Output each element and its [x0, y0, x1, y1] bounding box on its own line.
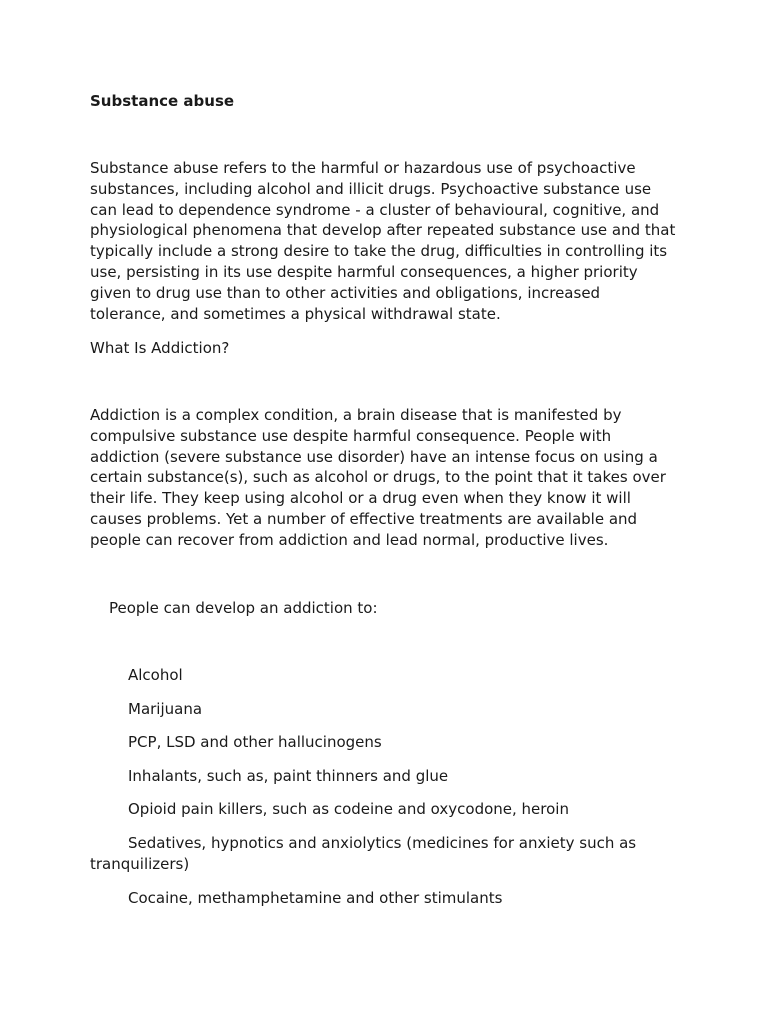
list-item: Sedatives, hypnotics and anxiolytics (medicines for anxiety such as tranquilizers): [90, 834, 637, 873]
list-intro: People can develop an addiction to:: [109, 599, 378, 617]
section-heading-addiction: What Is Addiction?: [90, 339, 230, 357]
intro-paragraph: Substance abuse refers to the harmful or hazardous use of psychoactive substances, including alcohol and illicit drugs. Psychoactive substance use can lead to dependence syndrome - a cluster of behavioural, cognitive, and physiological phenomena that develop after repeated substance use and that typically include a strong desire to take the drug, difficulties in controlling its use, persisting in its use despite harmful consequences, a higher priority given to drug use than to other activities and obligations, increased tolerance, and sometimes a physical withdrawal state.: [90, 159, 676, 323]
list-item: Inhalants, such as, paint thinners and glue: [128, 767, 449, 785]
addiction-paragraph: Addiction is a complex condition, a brain disease that is manifested by compulsive substance use despite harmful consequence. People with addiction (severe substance use disorder) have an intense focus on using a certain substance(s), such as alcohol or drugs, to the point that it takes over their life. They keep using alcohol or a drug even when they know it will causes problems. Yet a number of effective treatments are available and people can recover from addiction and lead normal, productive lives.: [90, 406, 666, 549]
list-item: Opioid pain killers, such as codeine and oxycodone, heroin: [128, 800, 569, 818]
list-item: Cocaine, methamphetamine and other stimulants: [128, 889, 503, 907]
document-title: Substance abuse: [90, 92, 235, 110]
list-item: PCP, LSD and other hallucinogens: [128, 733, 382, 751]
list-item: Marijuana: [128, 700, 203, 718]
list-item: Alcohol: [128, 666, 183, 684]
